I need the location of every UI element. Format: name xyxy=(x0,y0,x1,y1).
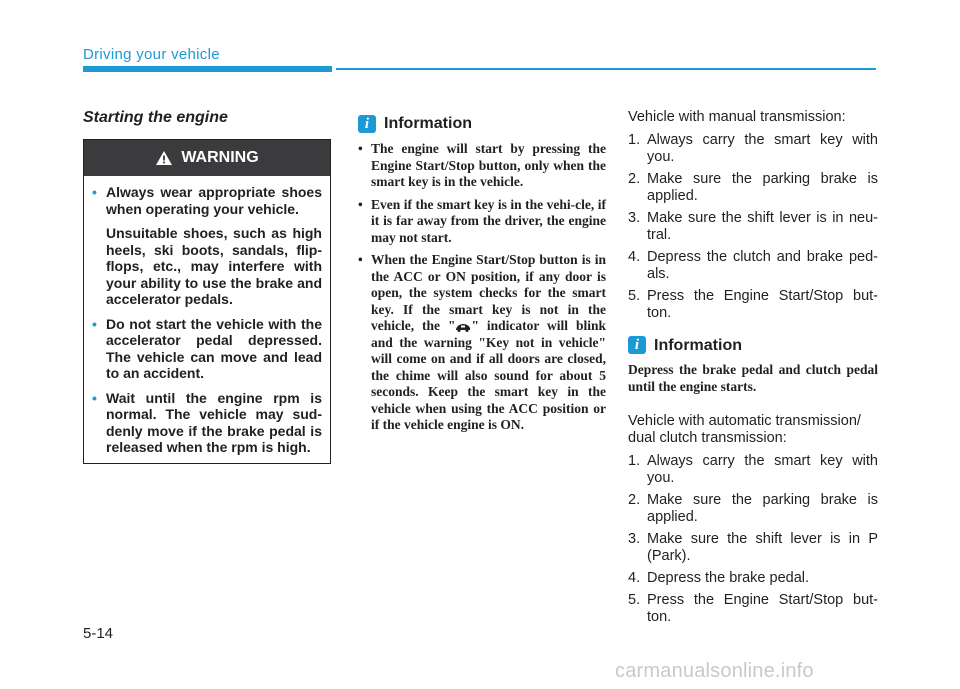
step-item xyxy=(628,249,878,283)
info-icon: i xyxy=(628,336,646,354)
step-number: 5. xyxy=(628,592,641,608)
step-number: 3. xyxy=(628,210,641,226)
step-number: 5. xyxy=(628,288,641,304)
manual-intro: Vehicle with manual transmission: xyxy=(628,109,846,125)
header-rule-thin xyxy=(336,68,876,70)
step-number: 4. xyxy=(628,570,641,586)
step-item xyxy=(628,210,878,244)
step-number: 2. xyxy=(628,171,641,187)
header-rule-thick xyxy=(83,66,332,72)
automatic-steps xyxy=(628,453,878,626)
info-title-text: Information xyxy=(654,336,742,354)
page-number: 5-14 xyxy=(83,625,114,642)
info-block-right xyxy=(628,336,878,395)
warning-item-text: Wait until the engine rpm is normal. The vehicle may sud-denly move if the brake pedal is released when the rpm is high. xyxy=(106,389,322,455)
warning-list xyxy=(84,176,330,456)
warning-box xyxy=(83,139,331,464)
info-title xyxy=(628,336,878,354)
section-heading: Starting the engine xyxy=(83,109,228,126)
manual-steps xyxy=(628,132,878,322)
step-text: Always carry the smart key with you. xyxy=(647,132,878,165)
watermark: carmanualsonline.info xyxy=(615,660,814,682)
warning-item-text: Always wear appropriate shoes when operating your vehicle. xyxy=(106,184,322,217)
step-text: Make sure the shift lever is in P (Park). xyxy=(647,531,878,564)
step-item xyxy=(628,570,878,587)
right-column xyxy=(628,109,878,631)
step-number: 4. xyxy=(628,249,641,265)
step-text: Make sure the parking brake is applied. xyxy=(647,492,878,525)
smart-key-indicator-icon xyxy=(455,322,471,332)
automatic-intro: Vehicle with automatic transmission/ dual clutch transmission: xyxy=(628,413,861,446)
step-text: Make sure the parking brake is applied. xyxy=(647,171,878,204)
info-body: Depress the brake pedal and clutch pedal until the engine starts. xyxy=(628,362,878,394)
section-header-title: Driving your vehicle xyxy=(83,46,220,63)
step-text: Make sure the shift lever is in neu-tral. xyxy=(647,210,878,243)
step-text: Depress the brake pedal. xyxy=(647,570,810,586)
info-icon: i xyxy=(358,115,376,133)
info-block-middle xyxy=(358,115,606,440)
step-item xyxy=(628,171,878,205)
step-item xyxy=(628,288,878,322)
info-list xyxy=(358,141,606,434)
bullet-icon: • xyxy=(92,389,97,406)
info-item-text-before: When the Engine Start/Stop button is in the ACC or ON position, if any door is open, the system checks for the smart key. If the smart key is not in the vehicle, the " xyxy=(371,252,606,333)
step-number: 1. xyxy=(628,132,641,148)
info-item xyxy=(358,252,606,434)
warning-title: WARNING xyxy=(181,149,259,166)
warning-item-text: Unsuitable shoes, such as high heels, ski boots, sandals, flip-flops, etc., may interfere with your ability to use the brake and accelerator pedals. xyxy=(106,225,322,307)
info-item: • Even if the smart key is in the vehi-cle, if it is far away from the driver, the engine may not start. xyxy=(358,197,606,247)
step-text: Depress the clutch and brake ped-als. xyxy=(647,249,878,282)
step-text: Press the Engine Start/Stop but-ton. xyxy=(647,288,878,321)
warning-item xyxy=(92,184,322,308)
info-item: • The engine will start by pressing the Engine Start/Stop button, only when the smart key is in the vehicle. xyxy=(358,141,606,191)
step-number: 2. xyxy=(628,492,641,508)
step-text: Always carry the smart key with you. xyxy=(647,453,878,486)
step-item xyxy=(628,132,878,166)
warning-item-text: Do not start the vehicle with the accelerator pedal depressed. The vehicle can move and lead to an accident. xyxy=(106,315,322,381)
bullet-icon: • xyxy=(92,315,97,332)
warning-triangle-icon xyxy=(155,150,173,166)
warning-item xyxy=(92,389,322,456)
step-item xyxy=(628,531,878,565)
step-item xyxy=(628,492,878,526)
info-title-text: Information xyxy=(384,115,472,132)
warning-header xyxy=(84,140,330,176)
warning-item xyxy=(92,315,322,382)
step-text: Press the Engine Start/Stop but-ton. xyxy=(647,592,878,625)
bullet-icon: • xyxy=(92,184,97,200)
step-number: 1. xyxy=(628,453,641,469)
step-item xyxy=(628,453,878,487)
step-number: 3. xyxy=(628,531,641,547)
step-item xyxy=(628,592,878,626)
info-title xyxy=(358,115,606,133)
info-item-text-after: " indicator will blink and the warning "Key not in vehicle" will come on and if all doors are closed, the chime will also sound for about 5 seconds. Keep the smart key in the vehicle when using the ACC position or if the vehicle engine is ON. xyxy=(371,318,606,432)
